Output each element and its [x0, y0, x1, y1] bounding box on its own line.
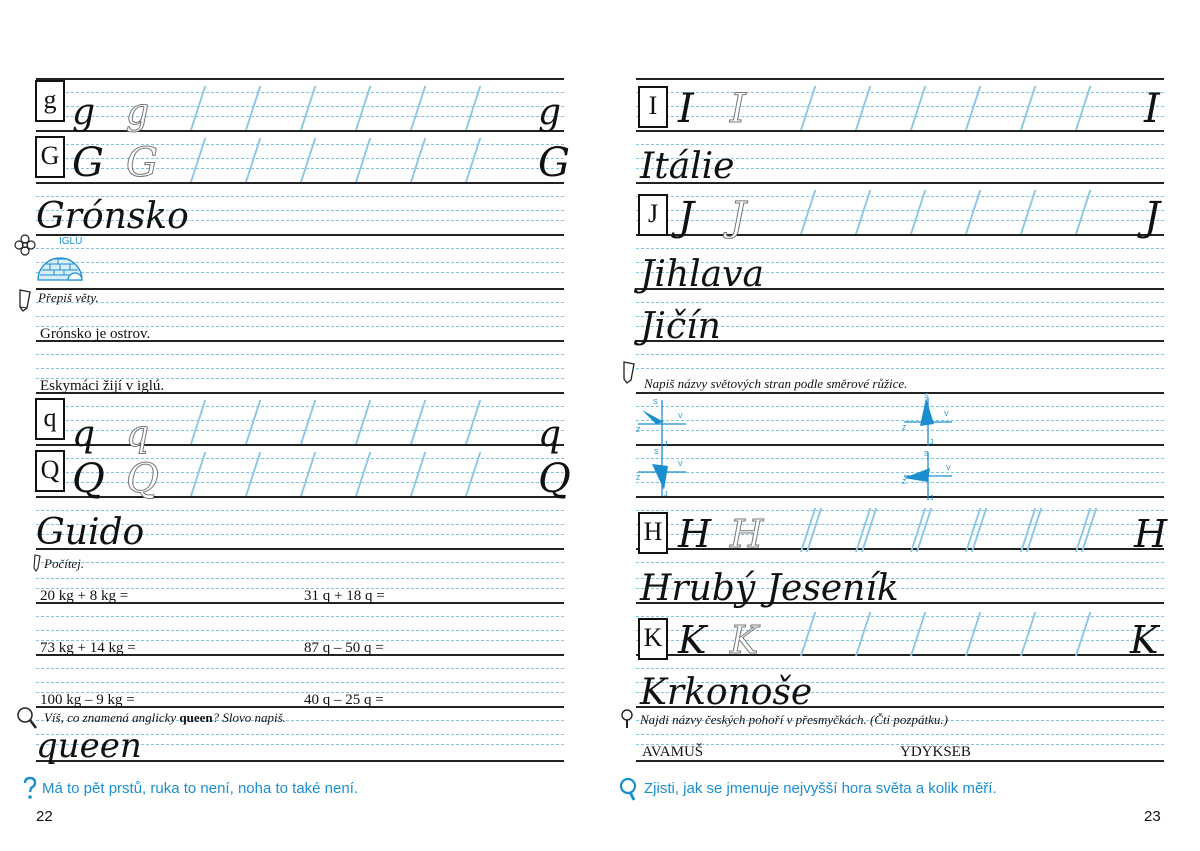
- compass2-v: V: [944, 411, 949, 418]
- cursive-g: g: [72, 92, 96, 133]
- page-number-left: 22: [36, 808, 53, 825]
- guide-line: [36, 302, 564, 303]
- compass2-z: Z: [902, 425, 907, 432]
- guide-line: [36, 682, 564, 683]
- cursive-G: G: [72, 140, 104, 186]
- ruling-line: [636, 78, 1164, 80]
- ruling-line: [36, 130, 564, 132]
- compass-rose-icon: [634, 396, 690, 452]
- slant-guide: [910, 612, 926, 656]
- ruling-line: [36, 78, 564, 80]
- cursive-H-end: H: [1134, 512, 1168, 556]
- guide-line: [36, 316, 564, 317]
- guide-line: [636, 220, 1164, 221]
- guide-line: [636, 734, 1164, 735]
- pencil-icon: [620, 360, 638, 384]
- question-icon: [22, 776, 38, 800]
- magnifier-icon: [618, 776, 640, 802]
- word-italie: Itálie: [640, 146, 735, 187]
- guide-line: [636, 368, 1164, 369]
- guide-line: [636, 144, 1164, 145]
- sentence-1: Grónsko je ostrov.: [40, 326, 151, 342]
- guide-line: [36, 630, 564, 631]
- compass3-j: J: [664, 491, 668, 498]
- math-2b: 87 q – 50 q =: [304, 640, 384, 656]
- guide-line: [636, 668, 1164, 669]
- word-jicin: Jičín: [640, 306, 721, 347]
- ruling-line: [636, 654, 1164, 656]
- trace-J: J: [730, 194, 747, 240]
- cursive-g-end: g: [538, 92, 562, 133]
- guide-line: [636, 210, 1164, 211]
- compass3-v: V: [678, 461, 683, 468]
- cursive-H: H: [678, 512, 712, 556]
- cursive-K-end: K: [1130, 618, 1159, 662]
- cursive-I-end: I: [1144, 86, 1160, 132]
- queen-q-pre: Víš, co znamená anglicky: [44, 710, 180, 725]
- guide-line: [636, 92, 1164, 93]
- compass1-z: Z: [636, 427, 641, 434]
- cursive-Q-end: Q: [538, 456, 571, 502]
- guide-line: [36, 420, 564, 421]
- trace-G: G: [126, 140, 158, 186]
- guide-line: [636, 248, 1164, 249]
- right-page: [600, 0, 1200, 851]
- ruling-line: [36, 182, 564, 184]
- trace-I: I: [730, 86, 746, 132]
- compass1-j: J: [664, 441, 668, 448]
- instruction-count: Počítej.: [44, 556, 85, 571]
- instruction-rewrite: Přepiš věty.: [38, 290, 99, 305]
- slant-guide: [965, 612, 981, 656]
- cursive-J: J: [678, 194, 695, 240]
- queen-q-post: ? Slovo napiš.: [212, 710, 286, 725]
- word-krkonose: Krkonoše: [640, 672, 813, 713]
- math-3b: 40 q – 25 q =: [304, 692, 384, 708]
- compass1-v: V: [678, 413, 683, 420]
- guide-line: [636, 562, 1164, 563]
- trace-q: q: [126, 414, 150, 455]
- letter-box-I: I: [638, 86, 668, 128]
- guide-line: [636, 302, 1164, 303]
- compass3-s: S: [654, 449, 659, 456]
- guide-line: [36, 354, 564, 355]
- ruling-line: [636, 234, 1164, 236]
- guide-line: [36, 272, 564, 273]
- slant-guide: [800, 612, 816, 656]
- ruling-line: [636, 130, 1164, 132]
- letter-box-g: g: [35, 80, 65, 122]
- letter-box-K: K: [638, 618, 668, 660]
- guide-line: [36, 482, 564, 483]
- guide-line: [36, 616, 564, 617]
- pencil-icon: [16, 288, 34, 312]
- word-queen: queen: [36, 726, 142, 766]
- compass4-j: J: [930, 495, 934, 502]
- compass1-s: S: [653, 399, 658, 406]
- guide-line: [636, 106, 1164, 107]
- guide-line: [36, 578, 564, 579]
- ruling-line: [636, 548, 1164, 550]
- guide-line: [636, 534, 1164, 535]
- iglu-label: IGLÚ: [59, 236, 83, 247]
- slant-guide: [855, 612, 871, 656]
- compass2-j: J: [930, 439, 934, 446]
- slant-guide: [1020, 612, 1036, 656]
- math-1a: 20 kg + 8 kg =: [40, 588, 129, 604]
- compass-rose-icon: [634, 446, 690, 502]
- guide-line: [636, 510, 1164, 511]
- riddle-right: Zjisti, jak se jmenuje nejvyšší hora světa a kolik měří.: [644, 780, 997, 797]
- magnifier-icon: [16, 706, 38, 730]
- page-number-right: 23: [1144, 808, 1161, 825]
- trace-Q: Q: [126, 456, 159, 502]
- guide-line: [36, 458, 564, 459]
- guide-line: [636, 640, 1164, 641]
- guide-line: [36, 368, 564, 369]
- guide-line: [36, 430, 564, 431]
- guide-line: [36, 106, 564, 107]
- compass2-s: S: [924, 393, 929, 400]
- guide-line: [36, 92, 564, 93]
- anagram-2: YDYKSEB: [900, 744, 971, 760]
- instruction-compass: Napiš názvy světových stran podle směrové růžice.: [644, 376, 908, 391]
- ruling-line: [36, 496, 564, 498]
- cursive-K: K: [678, 618, 707, 662]
- queen-q-bold: queen: [179, 710, 213, 725]
- guide-line: [636, 196, 1164, 197]
- guide-line: [36, 562, 564, 563]
- guide-line: [636, 616, 1164, 617]
- trace-K: K: [730, 618, 759, 662]
- cursive-q-end: q: [538, 414, 562, 455]
- letter-box-q: q: [35, 398, 65, 440]
- guide-line: [36, 248, 564, 249]
- guide-line: [36, 168, 564, 169]
- guide-line: [636, 116, 1164, 117]
- guide-line: [36, 510, 564, 511]
- instruction-mountains: Najdi názvy českých pohoří v přesmyčkách. (Čti pozpátku.): [640, 712, 948, 727]
- word-hruby-jesenik: Hrubý Jeseník: [640, 568, 899, 609]
- guide-line: [636, 354, 1164, 355]
- anagram-1: AVAMUŠ: [642, 744, 704, 760]
- guide-line: [36, 158, 564, 159]
- sentence-2: Eskymáci žijí v iglú.: [40, 378, 165, 394]
- cursive-Q: Q: [72, 456, 105, 502]
- letter-box-J: J: [638, 194, 668, 236]
- word-jihlava: Jihlava: [640, 254, 764, 295]
- ruling-line: [36, 444, 564, 446]
- word-gronsko: Grónsko: [36, 196, 189, 237]
- trace-g: g: [126, 92, 150, 133]
- compass-rose-icon: [900, 448, 956, 504]
- pencil-icon: [32, 554, 42, 572]
- compass4-v: V: [946, 465, 951, 472]
- guide-line: [36, 668, 564, 669]
- guide-line: [36, 116, 564, 117]
- math-2a: 73 kg + 14 kg =: [40, 640, 136, 656]
- trace-H: H: [730, 512, 764, 556]
- guide-line: [36, 406, 564, 407]
- magnifier-icon: [620, 708, 634, 730]
- math-1b: 31 q + 18 q =: [304, 588, 385, 604]
- compass4-z: Z: [902, 479, 907, 486]
- compass3-z: Z: [636, 475, 641, 482]
- letter-box-G: G: [35, 136, 65, 178]
- guide-line: [36, 262, 564, 263]
- compass-rose-icon: [900, 392, 956, 448]
- guide-line: [36, 144, 564, 145]
- math-3a: 100 kg – 9 kg =: [40, 692, 135, 708]
- instruction-queen: [44, 710, 286, 726]
- word-guido: Guido: [36, 512, 145, 553]
- letter-box-Q: Q: [35, 450, 65, 492]
- flower-icon: [14, 234, 36, 256]
- slant-guide: [1075, 612, 1091, 656]
- cursive-q: q: [72, 414, 96, 455]
- cursive-G-end: G: [538, 140, 570, 186]
- cursive-I: I: [678, 86, 694, 132]
- cursive-J-end: J: [1144, 194, 1161, 240]
- compass4-s: S: [924, 451, 929, 458]
- ruling-line: [36, 288, 564, 290]
- riddle-left: Má to pět prstů, ruka to není, noha to také není.: [42, 780, 359, 797]
- letter-box-H: H: [638, 512, 668, 554]
- guide-line: [36, 472, 564, 473]
